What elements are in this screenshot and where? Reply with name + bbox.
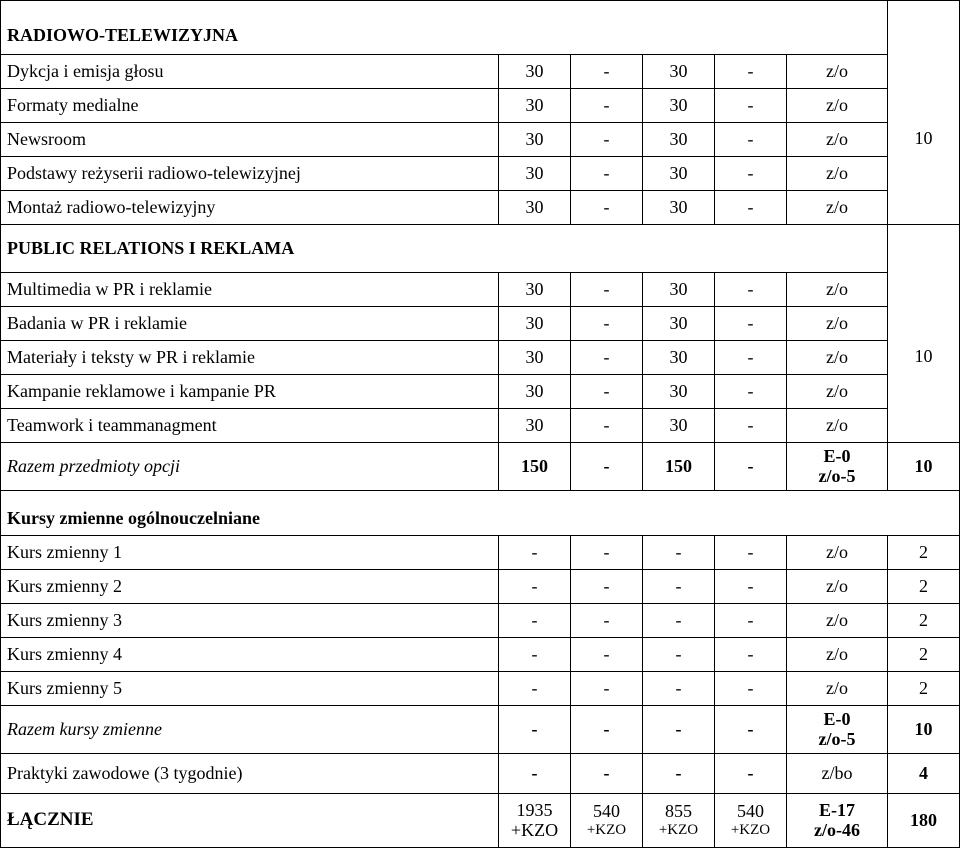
cell-value: - [715,570,787,604]
subtotal-label: Razem kursy zmienne [1,706,499,754]
cell-value: z/o [787,307,888,341]
cell-value: - [571,55,643,89]
cell-value: z/bo [787,754,888,794]
table-row [1,672,960,706]
ects-value: 4 [888,754,960,794]
cell-value: - [715,157,787,191]
table-row [1,307,960,341]
assessment-line: E-0 [823,445,851,466]
cell-value: - [715,754,787,794]
course-name: Praktyki zawodowe (3 tygodnie) [1,754,499,794]
table-row [1,273,960,307]
total-suffix: +KZO [730,822,771,839]
cell-value: z/o [787,570,888,604]
ects-value: 10 [888,443,960,491]
cell-value: - [499,570,571,604]
cell-value: - [715,89,787,123]
subtotal-row [1,443,960,491]
cell-value: 30 [643,89,715,123]
cell-value: z/o [787,536,888,570]
cell-value: - [643,604,715,638]
cell-value: - [643,672,715,706]
total-suffix: +KZO [586,822,627,839]
total-value: 540 [593,801,620,822]
cell-value: - [499,638,571,672]
cell-value: - [499,536,571,570]
cell-value: - [715,706,787,754]
cell-value: - [499,672,571,706]
total-suffix: z/o-46 [814,819,860,840]
cell-value: 30 [643,273,715,307]
course-name: Dykcja i emisja głosu [1,55,499,89]
course-name: Formaty medialne [1,89,499,123]
ects-value: 2 [888,604,960,638]
cell-value: - [571,89,643,123]
table-row [1,55,960,89]
cell-value: - [715,55,787,89]
assessment-line: z/o-5 [818,728,856,749]
course-name: Kurs zmienny 4 [1,638,499,672]
cell-value: - [715,672,787,706]
course-name: Newsroom [1,123,499,157]
ects-value: 10 [888,273,960,443]
course-name: Teamwork i teammanagment [1,409,499,443]
table-row [1,638,960,672]
section-header-row [1,491,960,536]
course-name: Materiały i teksty w PR i reklamie [1,341,499,375]
ects-value: 2 [888,536,960,570]
cell-value: - [571,307,643,341]
cell-value: - [571,123,643,157]
ects-value: 10 [888,706,960,754]
table-row [1,570,960,604]
course-name: Montaż radiowo-telewizyjny [1,191,499,225]
cell-value: 30 [643,157,715,191]
cell-value: - [571,570,643,604]
cell-value: z/o [787,191,888,225]
cell-value: 30 [643,409,715,443]
course-name: Kampanie reklamowe i kampanie PR [1,375,499,409]
table-row [1,89,960,123]
subtotal-label: Razem przedmioty opcji [1,443,499,491]
course-name: Badania w PR i reklamie [1,307,499,341]
cell-value: - [571,638,643,672]
section-title-kursy: Kursy zmienne ogólnouczelniane [1,491,960,536]
cell-value: 30 [499,307,571,341]
cell-value: 30 [643,123,715,157]
total-cell [643,794,715,848]
cell-value: - [643,536,715,570]
course-name: Kurs zmienny 5 [1,672,499,706]
cell-value: - [715,307,787,341]
cell-value: 30 [499,409,571,443]
section-title-radio: RADIOWO-TELEWIZYJNA [1,1,888,55]
ects-value: 10 [888,55,960,225]
cell-value: - [715,123,787,157]
cell-value: - [715,536,787,570]
total-label: ŁĄCZNIE [1,794,499,848]
cell-value: - [715,409,787,443]
cell-value: 150 [643,443,715,491]
course-name: Kurs zmienny 3 [1,604,499,638]
cell-value: z/o [787,157,888,191]
cell-value: - [715,638,787,672]
subtotal-row [1,706,960,754]
cell-value: 30 [499,341,571,375]
cell-value: - [571,273,643,307]
cell-value: 30 [499,89,571,123]
cell-value: - [571,157,643,191]
cell-value: - [715,273,787,307]
cell-value: 30 [643,375,715,409]
cell-value: 30 [499,375,571,409]
assessment-cell [787,443,888,491]
course-name: Kurs zmienny 2 [1,570,499,604]
empty-cell [888,1,960,55]
cell-value: z/o [787,89,888,123]
total-cell [499,794,571,848]
cell-value: z/o [787,375,888,409]
cell-value: - [571,191,643,225]
table-row [1,604,960,638]
table-row [1,409,960,443]
table-row [1,157,960,191]
table-row [1,191,960,225]
total-value: 855 [665,801,692,822]
cell-value: 30 [499,55,571,89]
cell-value: z/o [787,672,888,706]
ects-value: 2 [888,638,960,672]
assessment-line: z/o-5 [818,465,856,486]
ects-value: 2 [888,672,960,706]
section-title-pr: PUBLIC RELATIONS I REKLAMA [1,225,888,273]
cell-value: - [571,536,643,570]
cell-value: 150 [499,443,571,491]
total-value: 1935 [516,799,553,820]
cell-value: - [571,409,643,443]
total-suffix: +KZO [658,822,699,839]
total-cell [571,794,643,848]
cell-value: 30 [499,273,571,307]
assessment-line: E-0 [823,708,851,729]
table-row [1,123,960,157]
cell-value: - [571,706,643,754]
course-name: Podstawy reżyserii radiowo-telewizyjnej [1,157,499,191]
table-row [1,536,960,570]
cell-value: z/o [787,638,888,672]
total-row [1,794,960,848]
cell-value: - [571,604,643,638]
cell-value: z/o [787,55,888,89]
total-cell [715,794,787,848]
empty-cell [888,225,960,273]
section-header-row [1,225,960,273]
cell-value: - [643,570,715,604]
cell-value: - [571,754,643,794]
table-row [1,341,960,375]
cell-value: - [571,672,643,706]
cell-value: z/o [787,604,888,638]
cell-value: - [715,191,787,225]
cell-value: 30 [499,123,571,157]
cell-value: - [571,341,643,375]
cell-value: - [643,706,715,754]
cell-value: - [715,341,787,375]
cell-value: z/o [787,123,888,157]
cell-value: - [499,706,571,754]
cell-value: 30 [643,55,715,89]
cell-value: z/o [787,341,888,375]
ects-value: 2 [888,570,960,604]
cell-value: 30 [643,341,715,375]
cell-value: 30 [643,307,715,341]
cell-value: 30 [499,191,571,225]
cell-value: - [571,443,643,491]
total-value: E-17 [819,799,855,820]
cell-value: 30 [643,191,715,225]
cell-value: - [715,604,787,638]
ects-total: 180 [888,794,960,848]
cell-value: - [571,375,643,409]
cell-value: z/o [787,409,888,443]
total-value: 540 [737,801,764,822]
total-suffix: +KZO [510,819,559,840]
cell-value: - [715,443,787,491]
table-row [1,754,960,794]
cell-value: - [715,375,787,409]
assessment-cell [787,706,888,754]
cell-value: z/o [787,273,888,307]
course-name: Multimedia w PR i reklamie [1,273,499,307]
course-name: Kurs zmienny 1 [1,536,499,570]
section-header-row [1,1,960,55]
total-cell [787,794,888,848]
cell-value: - [643,638,715,672]
cell-value: 30 [499,157,571,191]
table-row [1,375,960,409]
cell-value: - [499,604,571,638]
cell-value: - [643,754,715,794]
cell-value: - [499,754,571,794]
